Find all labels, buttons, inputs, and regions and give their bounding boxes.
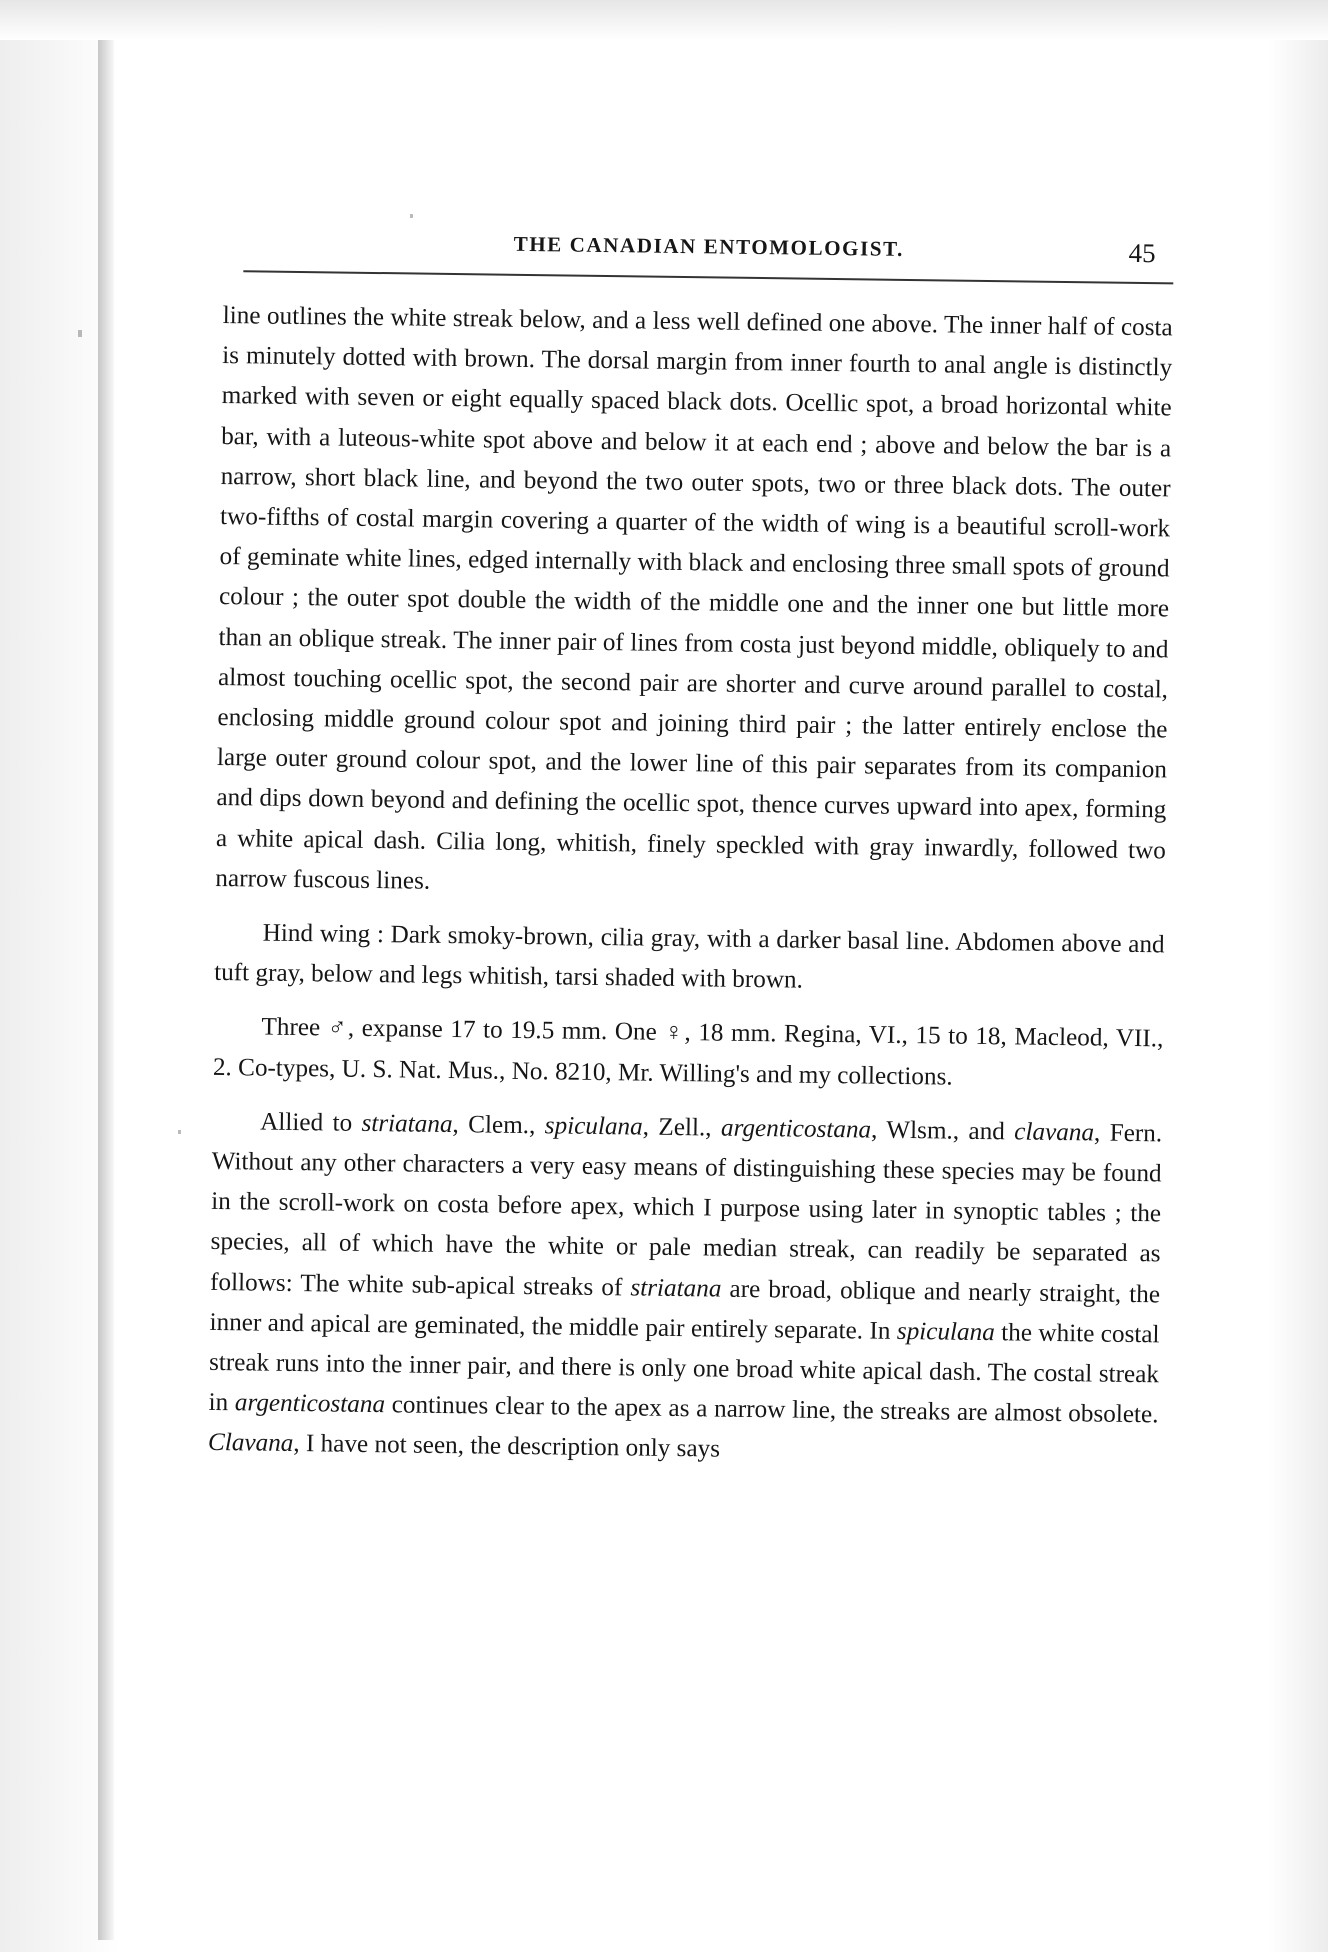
binding-edge <box>98 40 114 1940</box>
species-name: clavana <box>1014 1118 1095 1147</box>
species-name: argenticostana <box>720 1114 872 1144</box>
text-run: , Fern. Without any other characters a very easy means of distinguishing these species may be found in the scroll-work on costa before apex, which I purpose using later in synoptic tables ; the species, all of which have the white or pale median streak, can readily be separated as follows: The white sub-apical streaks of <box>209 1119 1163 1302</box>
species-name: Clavana <box>207 1429 294 1458</box>
text-run: are broad, oblique and nearly straight, the inner and apical are geminated, the middle pair entirely separate. In <box>209 1275 1161 1345</box>
scan-speck <box>78 330 82 337</box>
running-title: THE CANADIAN ENTOMOLOGIST. <box>513 231 905 261</box>
page-edge-top <box>0 0 1328 40</box>
species-name: spiculana <box>544 1112 643 1141</box>
description-paragraph-hindwing: Hind wing : Dark smoky-brown, cilia gray, with a darker basal line. Abdomen above and tuft gray, below and legs whitish, tarsi shaded with brown. <box>213 919 1165 994</box>
text-run: continues clear to the apex as a narrow line, the streaks are almost obsolete. <box>384 1391 1159 1429</box>
species-name: striatana <box>630 1274 722 1303</box>
scan-speck <box>410 214 413 218</box>
species-name: striatana <box>361 1109 453 1138</box>
description-paragraph-forewing: line outlines the white streak below, and a less well defined one above. The inner half of costa is minutely dotted with brown. The dorsal margin from inner fourth to anal angle is distinctly marked with seven or eight equally spaced black dots. Ocellic spot, a broad horizontal white bar, with a luteous-white spot above and below it at each end ; above and below the bar is a narrow, short black line, and beyond the two outer spots, two or three black dots. The outer two-fifths of costal margin covering a quarter of the width of wing is a beautiful scroll-work of geminate white lines, edged internally with black and enclosing three small spots of ground colour ; the outer spot double the width of the middle one and the inner one but little more than an oblique streak. The inner pair of lines from costa just beyond middle, obliquely to and almost touching ocellic spot, the second pair are shorter and curve around parallel to costal, enclosing middle ground colour spot and joining third pair ; the latter entirely enclose the large outer ground colour spot, and the lower line of this pair separates from its companion and dips down beyond and defining the ocellic spot, thence curves upward into apex, forming a white apical dash. Cilia long, whitish, finely speckled with gray inwardly, followed two narrow fuscous lines. <box>215 301 1173 895</box>
running-head <box>223 222 1174 290</box>
comparison-paragraph <box>208 1102 1163 1476</box>
text-run: the white costal streak runs into the inner pair, and there is only one broad white apical dash. The costal streak in <box>208 1319 1160 1417</box>
specimen-data-paragraph: Three ♂, expanse 17 to 19.5 mm. One ♀, 18 mm. Regina, VI., 15 to 18, Macleod, VII., 2. Co-types, U. S. Nat. Mus., No. 8210, Mr. Willing's and my collections. <box>212 1014 1164 1091</box>
text-run: , Wlsm., and <box>870 1116 1015 1146</box>
species-name: spiculana <box>896 1317 995 1347</box>
page-edge-right <box>1268 0 1328 1952</box>
text-run: , Clem., <box>452 1110 545 1140</box>
page-number: 45 <box>1128 237 1156 269</box>
species-name: argenticostana <box>234 1389 386 1419</box>
text-run: Allied to <box>260 1108 362 1137</box>
text-run: , Zell., <box>642 1113 722 1142</box>
text-run: , I have not seen, the description only says <box>293 1430 721 1464</box>
scan-speck <box>178 1130 181 1134</box>
header-rule <box>243 270 1173 284</box>
text-block <box>208 222 1174 1476</box>
